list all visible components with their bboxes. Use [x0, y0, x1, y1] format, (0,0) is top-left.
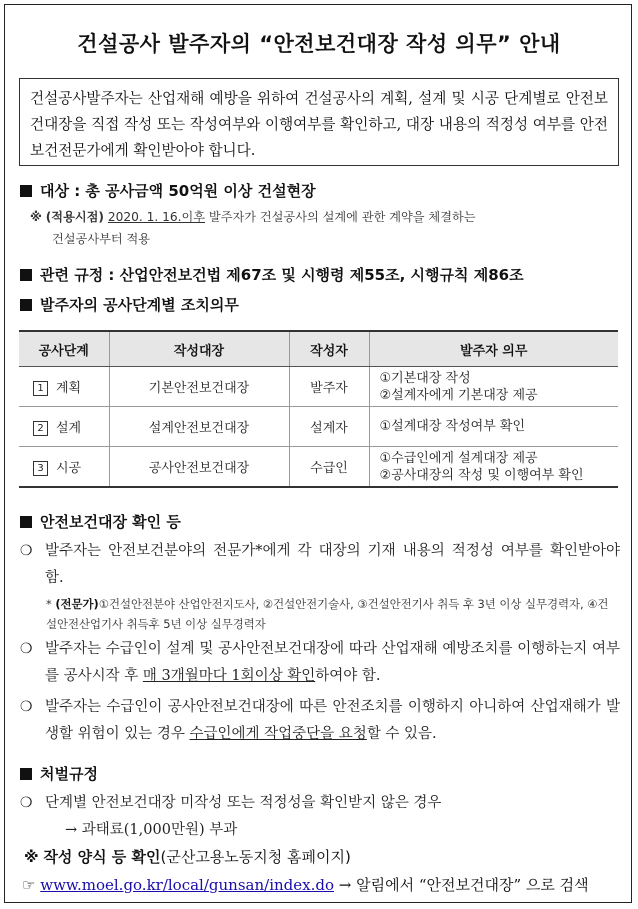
table-row	[19, 367, 618, 407]
expert-mark: *	[46, 597, 52, 611]
regulation-section	[20, 264, 524, 285]
duty-line: ②공사대장의 작성 및 이행여부 확인	[379, 467, 584, 483]
stage-number: 3	[33, 461, 48, 476]
intro-box: 건설공사발주자는 산업재해 예방을 위하여 건설공사의 계획, 설계 및 시공 단계별로 안전보건대장을 직접 작성 또는 작성여부와 이행여부를 확인하고, 대장 내용의 적정성 여부를 안전보건전문가에게 확인받아야 합니다.	[19, 78, 619, 166]
confirm-section	[20, 511, 181, 532]
stage-name: 계획	[56, 381, 82, 396]
search-instruction: → 알림에서 “안전보건대장” 으로 검색	[334, 876, 589, 894]
ledger-cell: 설계안전보건대장	[109, 407, 289, 447]
circle-bullet-icon: ❍	[20, 795, 33, 811]
header-writer: 작성자	[289, 331, 369, 367]
table-header-row	[19, 331, 618, 367]
penalty-line-2: → 과태료(1,000만원) 부과	[65, 822, 238, 838]
confirm-paragraph-2	[20, 636, 620, 690]
regulation-label: 관련 규정 : 산업안전보건법 제67조 및 시행령 제55조, 시행규칙 제86조	[40, 266, 524, 284]
page-title: 건설공사 발주자의 “안전보건대장 작성 의무” 안내	[77, 32, 561, 56]
note-date: 2020. 1. 16.이후	[107, 210, 206, 224]
pointing-hand-icon: ☞	[22, 876, 36, 894]
confirm-text-3a: 발주자는 수급인이 공사안전보건대장에 따른 안전조치를 이행하지 아니하여 산업재해가 발생할 위험이 있는 경우	[45, 699, 620, 742]
duty-line: ②설계자에게 기본대장 제공	[379, 387, 538, 403]
duty-cell	[369, 407, 618, 447]
writer-cell: 발주자	[289, 367, 369, 407]
duty-line: ①설계대장 작성여부 확인	[379, 419, 525, 434]
square-bullet-icon	[20, 269, 32, 281]
square-bullet-icon	[20, 185, 32, 197]
forms-paren: (군산고용노동지청 홈페이지)	[160, 848, 351, 866]
duties-heading: 발주자의 공사단계별 조치의무	[40, 296, 239, 314]
note-rest: 발주자가 건설공사의 설계에 관한 계약을 체결하는	[205, 210, 476, 224]
square-bullet-icon	[20, 299, 32, 311]
duty-table	[19, 330, 618, 488]
square-bullet-icon	[20, 768, 32, 780]
duty-line: ①기본대장 작성	[379, 370, 471, 386]
target-label: 대상 : 총 공사금액 50억원 이상 건설현장	[40, 182, 316, 200]
duty-cell	[369, 367, 618, 407]
duties-section	[20, 294, 239, 315]
table-row	[19, 447, 618, 488]
homepage-link[interactable]: www.moel.go.kr/local/gunsan/index.do	[40, 876, 334, 894]
penalty-paragraph	[20, 790, 620, 844]
square-bullet-icon	[20, 516, 32, 528]
stage-name: 시공	[56, 461, 82, 476]
duty-cell	[369, 447, 618, 488]
header-ledger: 작성대장	[109, 331, 289, 367]
confirm-text-1: 발주자는 안전보건분야의 전문가*에게 각 대장의 기재 내용의 적정성 여부를 확인받아야 함.	[45, 543, 620, 586]
expert-label: (전문가)	[55, 597, 99, 611]
target-section	[20, 180, 316, 201]
circle-bullet-icon: ❍	[20, 543, 33, 559]
writer-cell: 설계자	[289, 407, 369, 447]
confirm-text-2-underlined: 매 3개월마다 1회이상 확인	[142, 668, 316, 684]
note-line2: 건설공사부터 적용	[52, 232, 151, 246]
header-stage: 공사단계	[19, 331, 109, 367]
penalty-line-1: 단계별 안전보건대장 미작성 또는 적정성을 확인받지 않은 경우	[45, 795, 442, 811]
stage-number: 2	[33, 421, 48, 436]
stage-name: 설계	[56, 421, 82, 436]
confirm-text-2a: 발주자는 수급인이 설계 및 공사안전보건대장에 따라 산업재해 예방조치를 이행하는지 여부를 공사시작 후	[45, 641, 620, 684]
circle-bullet-icon: ❍	[20, 641, 33, 657]
ledger-cell: 공사안전보건대장	[109, 447, 289, 488]
note-mark: ※	[30, 210, 42, 224]
application-note	[30, 206, 610, 250]
expert-note	[46, 594, 616, 634]
penalty-heading: 처벌규정	[40, 765, 98, 783]
confirm-text-3-underlined: 수급인에게 작업중단을 요청	[189, 726, 367, 742]
table-row	[19, 407, 618, 447]
expert-text: ①건설안전분야 산업안전지도사, ②건설안전기술사, ③건설안전기사 취득 후 3년 이상 실무경력자, ④건설안전산업기사 취득후 5년 이상 실무경력자	[46, 597, 609, 631]
confirm-text-3b: 할 수 있음.	[366, 726, 437, 742]
penalty-section	[20, 763, 98, 784]
reference-mark: ※	[24, 848, 39, 866]
stage-number: 1	[33, 381, 48, 396]
circle-bullet-icon: ❍	[20, 699, 33, 715]
note-label: (적용시점)	[45, 210, 104, 224]
ledger-cell: 기본안전보건대장	[109, 367, 289, 407]
confirm-paragraph-3	[20, 694, 620, 748]
confirm-paragraph-1	[20, 538, 620, 592]
writer-cell: 수급인	[289, 447, 369, 488]
confirm-heading: 안전보건대장 확인 등	[40, 513, 181, 531]
header-duty: 발주자 의무	[369, 331, 618, 367]
confirm-text-2b: 하여야 함.	[315, 668, 381, 684]
duty-line: ①수급인에게 설계대장 제공	[379, 450, 538, 466]
forms-link-line	[22, 874, 589, 895]
forms-label: 작성 양식 등 확인	[43, 848, 161, 866]
forms-heading	[24, 846, 351, 867]
